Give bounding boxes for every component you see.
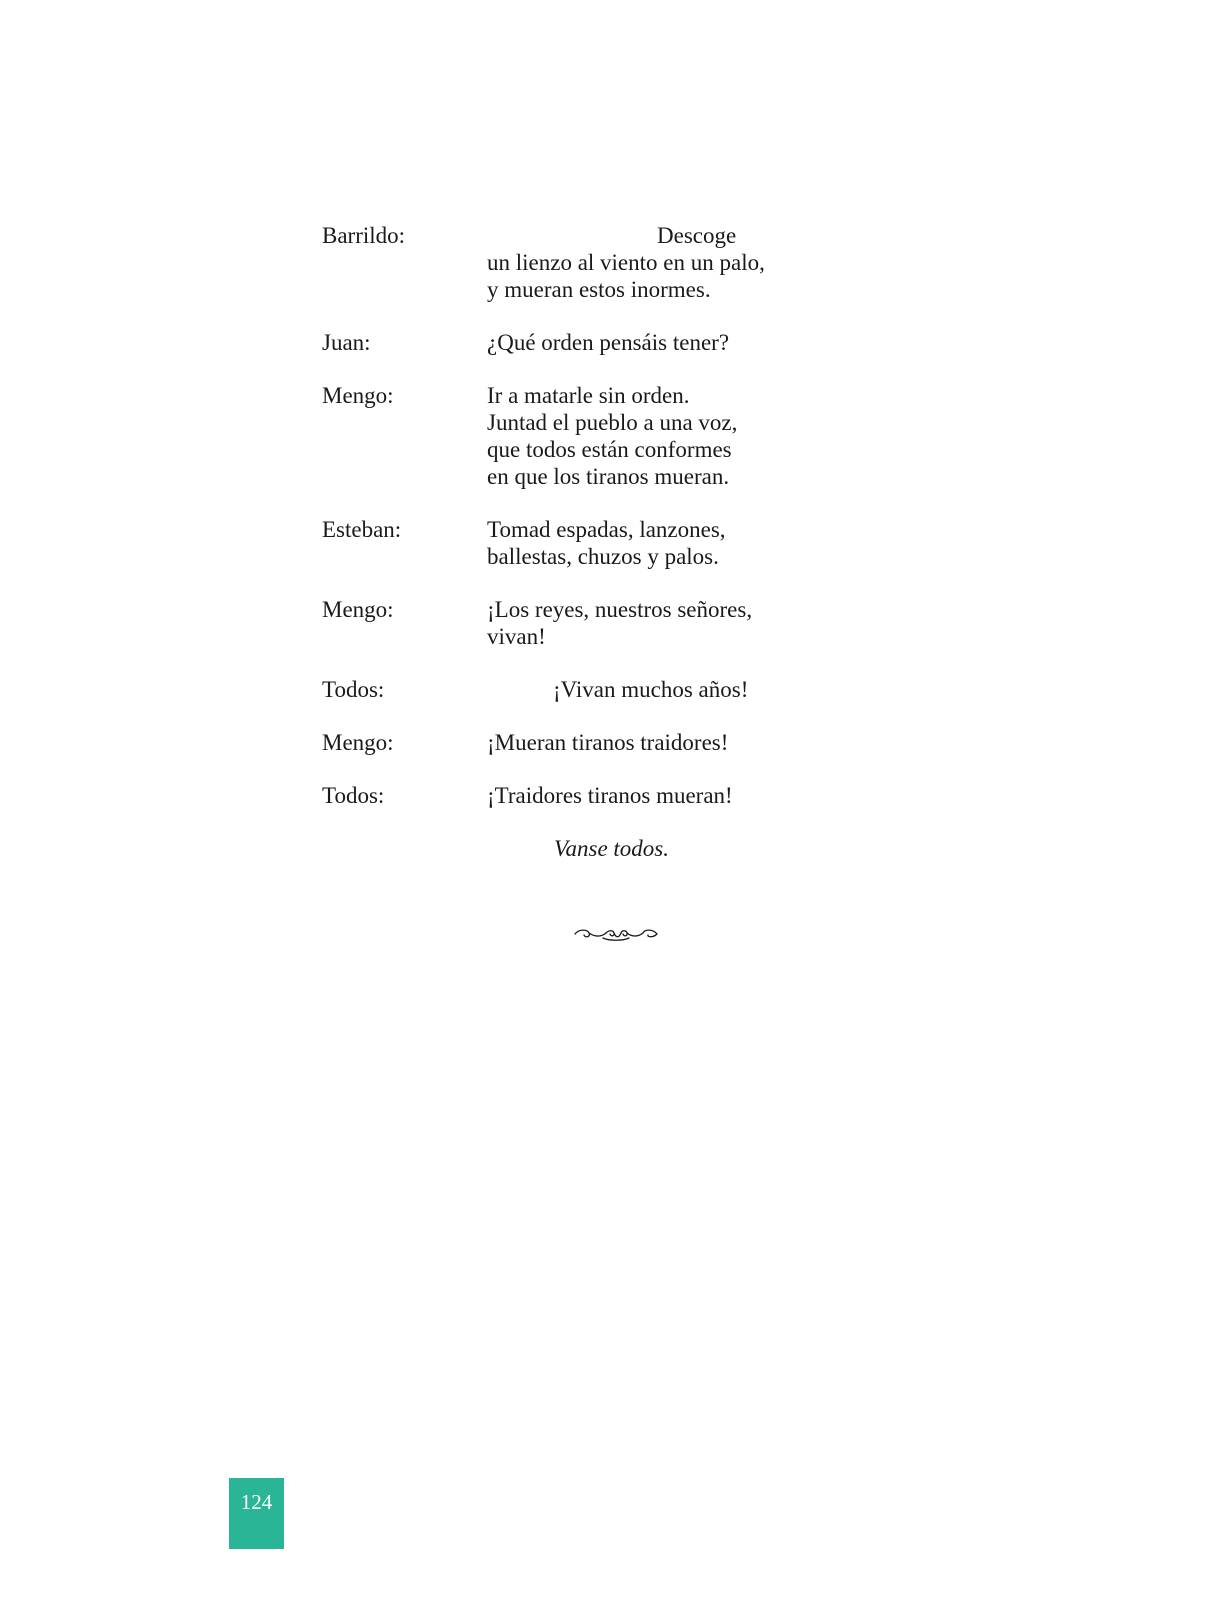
speech-line: Juntad el pueblo a una voz, (487, 410, 738, 435)
dialogue-entry (322, 729, 942, 756)
speaker-name: Mengo: (322, 597, 394, 622)
speaker-name: Mengo: (322, 383, 394, 408)
decorative-flourish-icon (573, 924, 659, 944)
speech-line: en que los tiranos mueran. (487, 464, 730, 489)
speech-lines (487, 596, 942, 650)
dialogue-entry (322, 222, 942, 303)
dialogue-entry (322, 382, 942, 490)
speech-line: Ir a matarle sin orden. (487, 383, 690, 408)
speaker-name: Barrildo: (322, 223, 406, 248)
speech-lines (487, 729, 942, 756)
speaker-name: Todos: (322, 677, 385, 702)
speech-lines (487, 329, 942, 356)
dialogue-entry (322, 676, 942, 703)
dialogue-entry (322, 516, 942, 570)
dialogue-entry (322, 782, 942, 809)
speech-line: ¡Traidores tiranos mueran! (487, 783, 733, 808)
speech-line: ¡Los reyes, nuestros señores, (487, 597, 753, 622)
speech-lines (487, 382, 942, 490)
dialogue-entry (322, 329, 942, 356)
speech-line: que todos están conformes (487, 437, 732, 462)
speech-line: Descoge (657, 223, 737, 248)
speech-lines (487, 782, 942, 809)
speech-line: ¡Mueran tiranos traidores! (487, 730, 729, 755)
speaker-name: Esteban: (322, 517, 402, 542)
stage-direction: Vanse todos. (554, 836, 669, 861)
page-number-tab (229, 1478, 284, 1549)
speech-lines (487, 676, 942, 703)
dialogue-entry (322, 596, 942, 650)
speaker-name: Mengo: (322, 730, 394, 755)
speaker-name: Todos: (322, 783, 385, 808)
speech-line: ballestas, chuzos y palos. (487, 544, 719, 569)
speech-line: ¿Qué orden pensáis tener? (487, 330, 730, 355)
speech-lines (487, 516, 942, 570)
play-dialogue (322, 222, 942, 862)
speech-line: Tomad espadas, lanzones, (487, 517, 726, 542)
speech-line: vivan! (487, 624, 546, 649)
speech-lines (487, 222, 942, 303)
speech-line: un lienzo al viento en un palo, (487, 250, 765, 275)
speech-line: y mueran estos inormes. (487, 277, 711, 302)
speech-line: ¡Vivan muchos años! (553, 677, 749, 702)
page-number: 124 (240, 1490, 273, 1514)
speaker-name: Juan: (322, 330, 371, 355)
